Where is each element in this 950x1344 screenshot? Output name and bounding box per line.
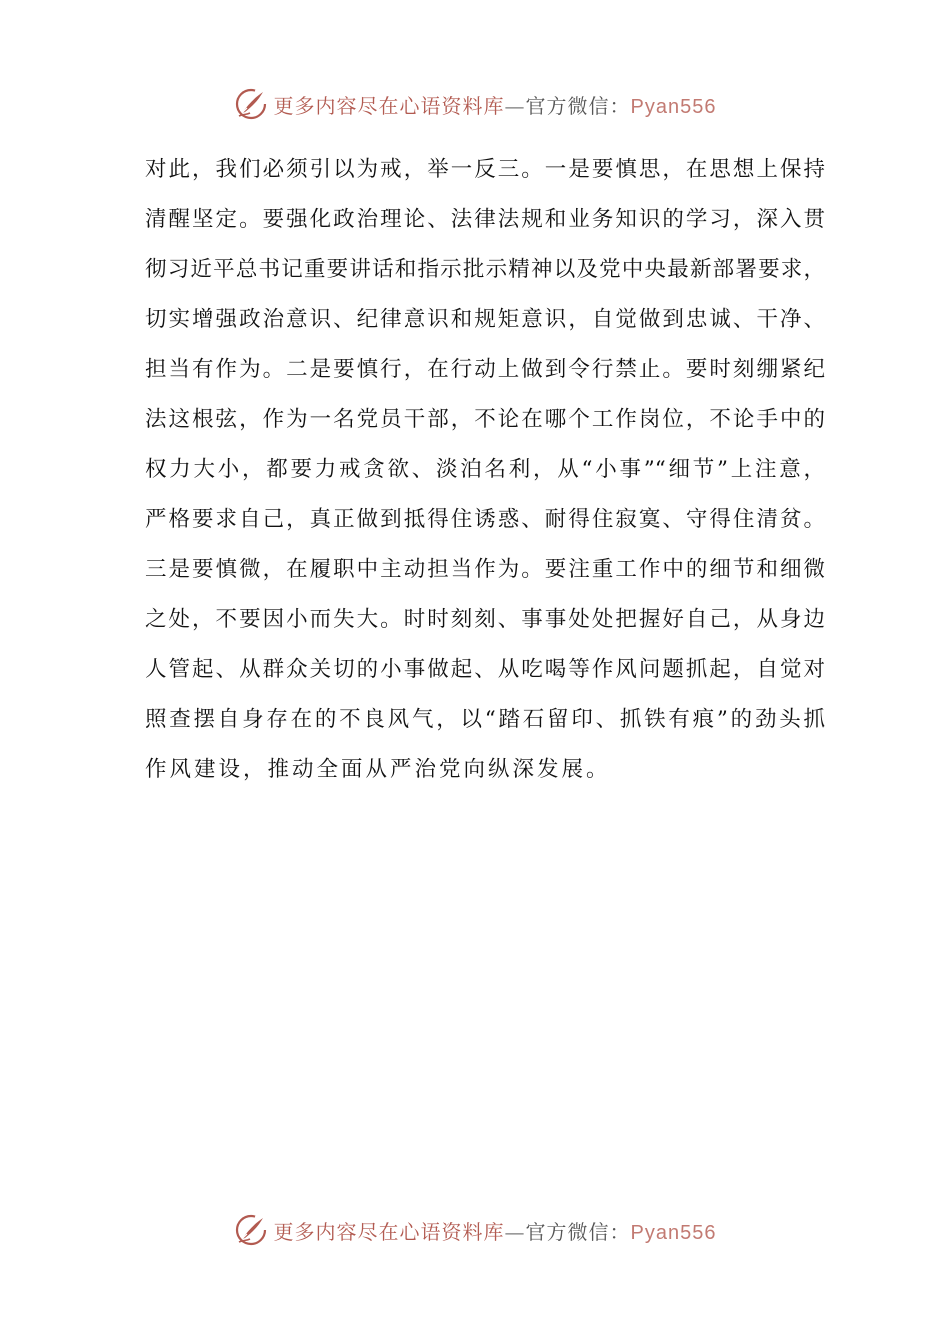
paragraph-line: 切实增强政治意识、纪律意识和规矩意识，自觉做到忠诚、干净、	[145, 307, 825, 332]
banner-text	[274, 90, 717, 119]
banner-main-text: 更多内容尽在心语资料库	[273, 93, 505, 118]
paragraph-line: 作风建设，推动全面从严治党向纵深发展。	[145, 757, 611, 782]
paragraph-line: 清醒坚定。要强化政治理论、法律法规和业务知识的学习，深入贯	[145, 207, 825, 232]
banner-wechat-id: Pyan556	[630, 1221, 717, 1244]
header-banner	[0, 84, 950, 124]
quill-pen-circle-icon	[234, 87, 268, 121]
quill-pen-circle-icon	[234, 1213, 268, 1247]
paragraph-line: 严格要求自己，真正做到抵得住诱惑、耐得住寂寞、守得住清贫。	[145, 507, 825, 532]
paragraph-line: 法这根弦，作为一名党员干部，不论在哪个工作岗位，不论手中的	[145, 407, 825, 432]
banner-dash: —	[504, 93, 526, 118]
banner-text	[274, 1216, 717, 1245]
paragraph-line: 权力大小，都要力戒贪欲、淡泊名利，从“小事”“细节”上注意，	[145, 457, 825, 482]
banner-wechat-id: Pyan556	[630, 95, 717, 118]
banner-wechat-label: 官方微信：	[525, 93, 631, 118]
document-body	[145, 145, 825, 795]
paragraph-line: 人管起、从群众关切的小事做起、从吃喝等作风问题抓起，自觉对	[145, 657, 825, 682]
paragraph-line: 三是要慎微，在履职中主动担当作为。要注重工作中的细节和细微	[145, 557, 825, 582]
paragraph-line: 照查摆自身存在的不良风气，以“踏石留印、抓铁有痕”的劲头抓	[145, 707, 825, 732]
banner-main-text: 更多内容尽在心语资料库	[273, 1219, 505, 1244]
banner-dash: —	[504, 1219, 526, 1244]
footer-banner	[0, 1210, 950, 1250]
banner-wechat-label: 官方微信：	[525, 1219, 631, 1244]
paragraph-line: 彻习近平总书记重要讲话和指示批示精神以及党中央最新部署要求，	[145, 257, 825, 282]
paragraph-line: 担当有作为。二是要慎行，在行动上做到令行禁止。要时刻绷紧纪	[145, 357, 825, 382]
paragraph-line: 对此，我们必须引以为戒，举一反三。一是要慎思，在思想上保持	[145, 157, 825, 182]
paragraph-line: 之处，不要因小而失大。时时刻刻、事事处处把握好自己，从身边	[145, 607, 825, 632]
